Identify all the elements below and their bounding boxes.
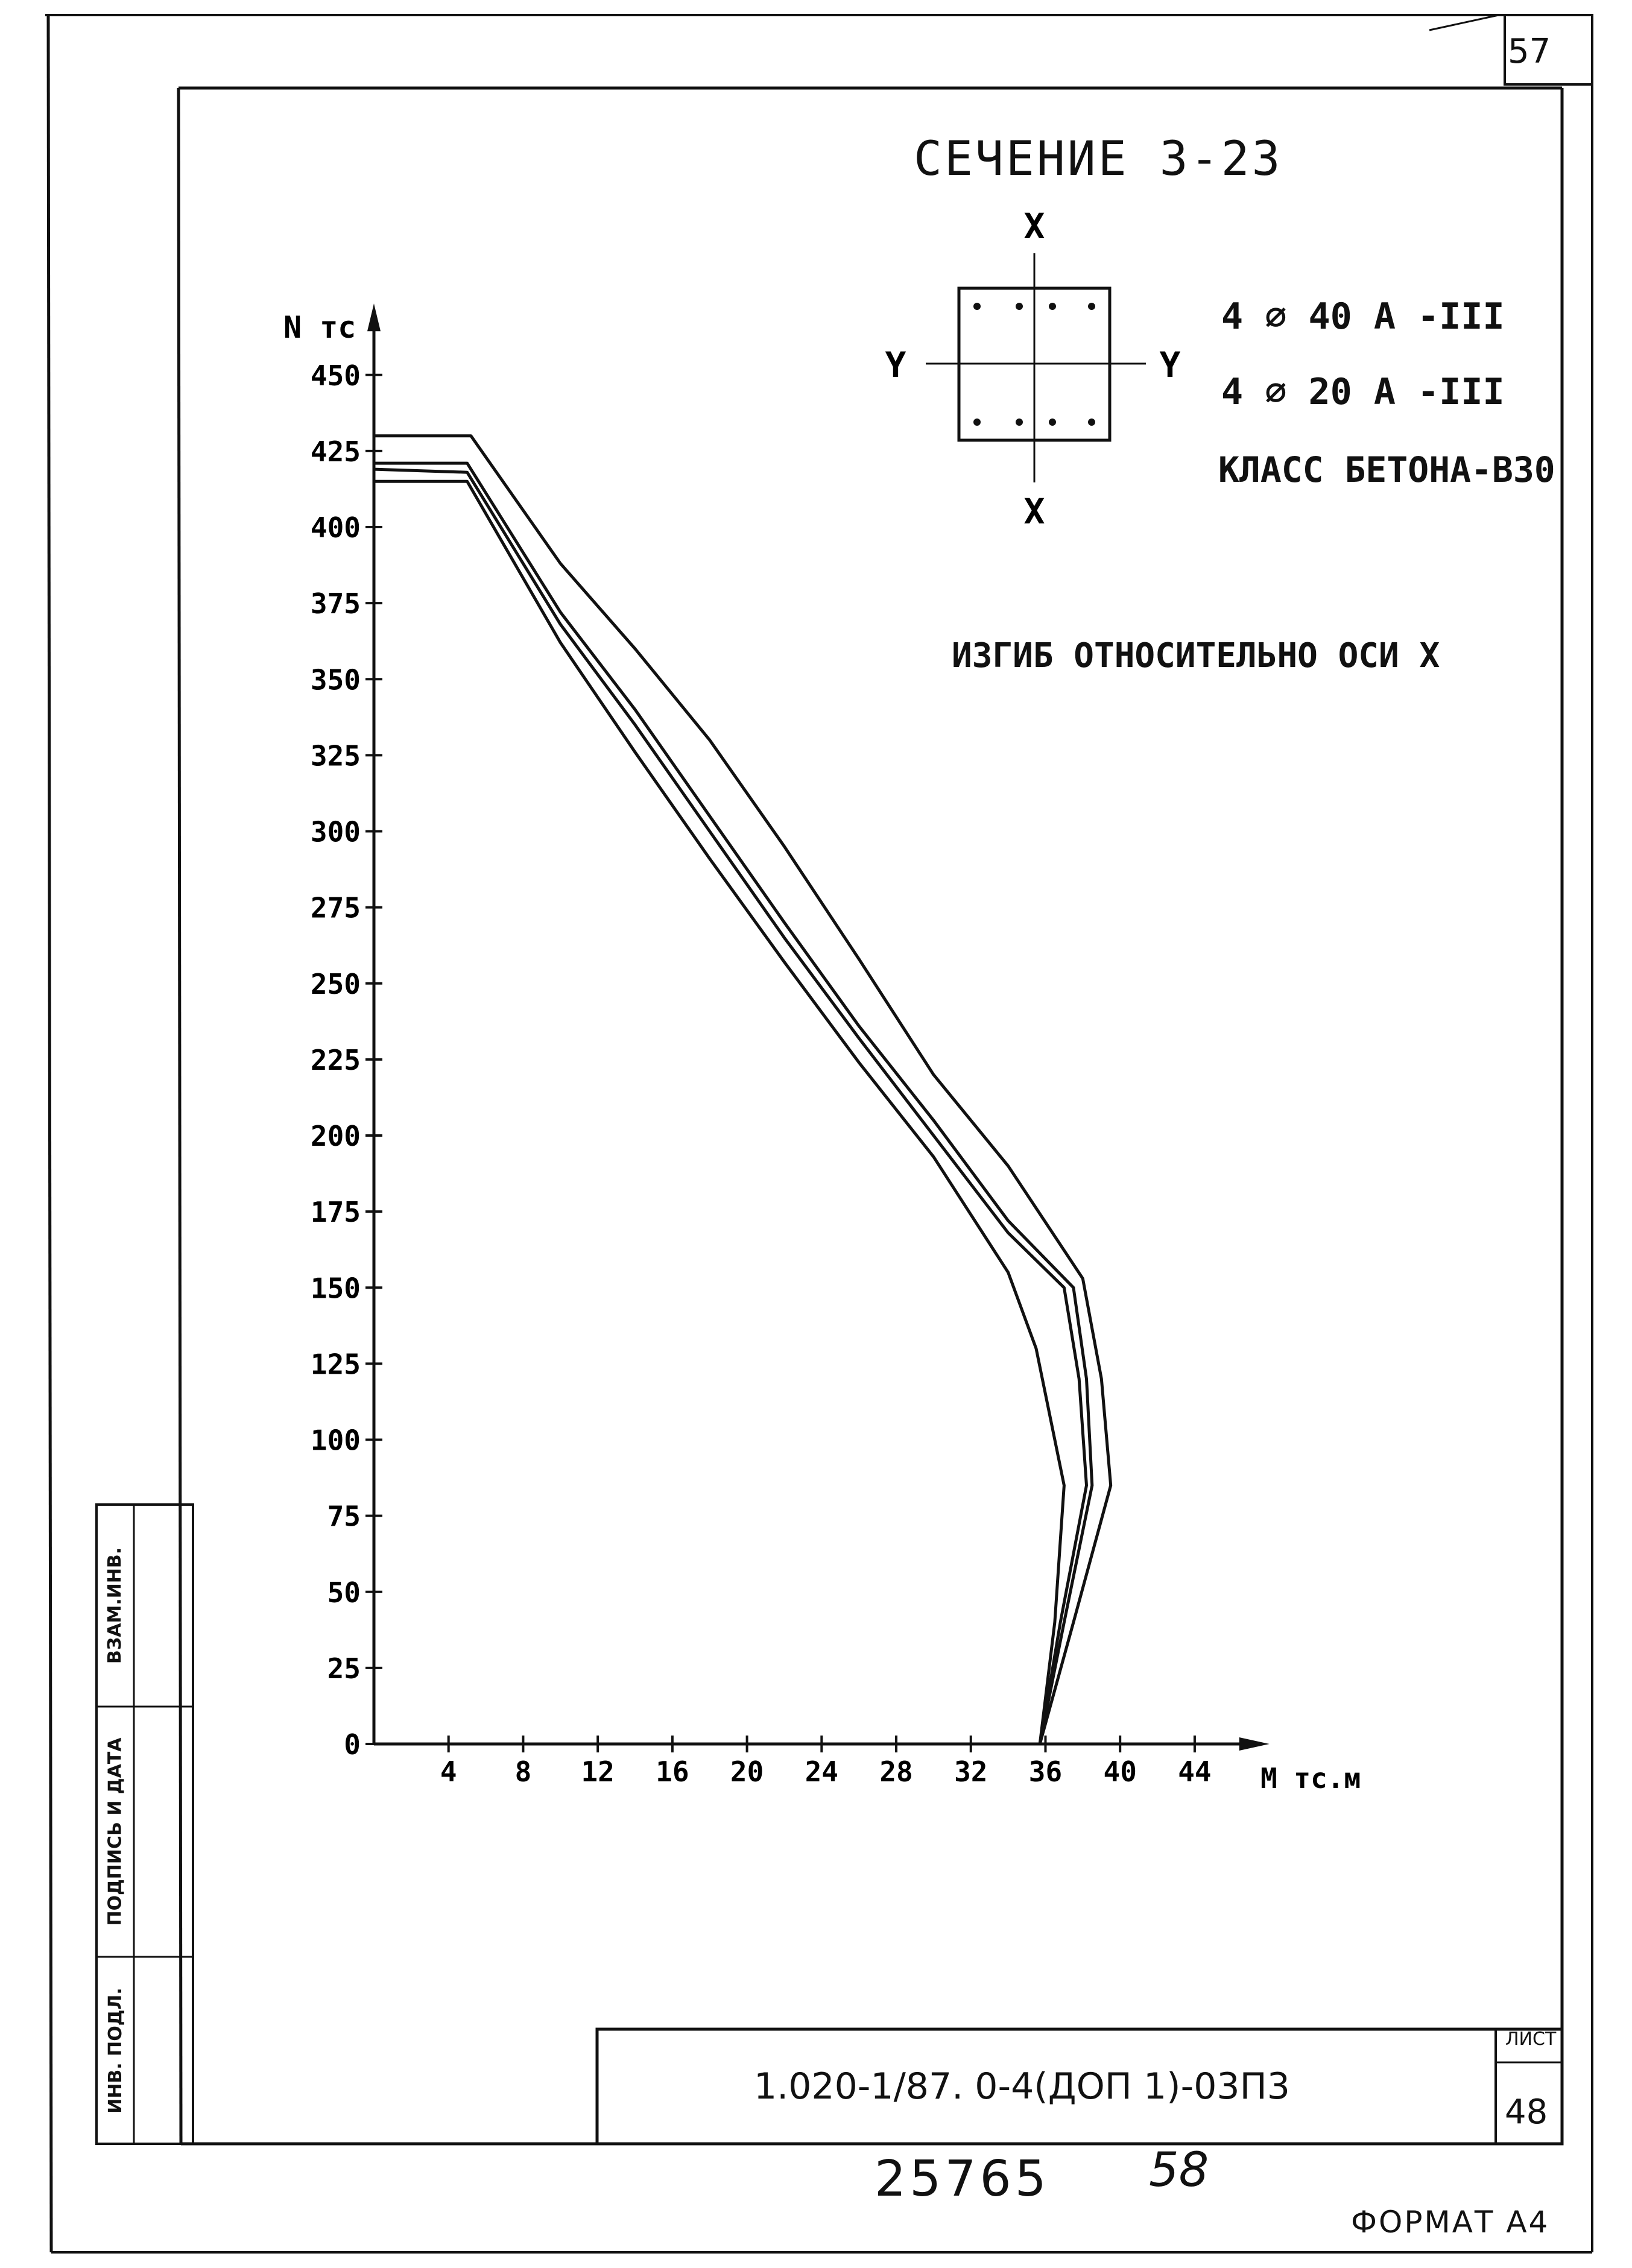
x-tick-label: 12 [581, 1755, 615, 1788]
corner-page-number: 57 [1508, 32, 1551, 71]
y-tick-label: 250 [310, 967, 361, 1000]
y-tick-label: 0 [344, 1728, 361, 1761]
x-tick-label: 28 [879, 1755, 913, 1788]
y-tick-label: 75 [327, 1500, 361, 1533]
archive-page-number: 58 [1149, 2143, 1209, 2197]
x-tick-label: 36 [1028, 1755, 1063, 1788]
y-axis-arrow [367, 303, 381, 331]
x-tick-label: 16 [656, 1755, 689, 1788]
paper-format: ФОРМАТ А4 [1351, 2205, 1550, 2240]
y-tick-label: 450 [310, 359, 361, 392]
y-tick-label: 425 [310, 435, 361, 468]
y-tick-label: 50 [327, 1576, 361, 1609]
y-tick-label: 300 [310, 815, 361, 848]
y-tick-label: 350 [310, 663, 361, 697]
y-tick-label: 150 [310, 1272, 361, 1305]
document-code: 1.020-1/87. 0-4(ДОП 1)-03П3 [754, 2065, 1290, 2108]
reinforcement-top-label: 4 ⌀ 40 А -III [1221, 295, 1505, 338]
x-tick-label: 8 [514, 1755, 532, 1788]
concrete-class-label: КЛАСС БЕТОНА-В30 [1218, 449, 1555, 490]
y-tick-label: 125 [310, 1348, 361, 1381]
chart-curves [374, 436, 1111, 1744]
y-tick-label: 275 [310, 891, 361, 924]
y-tick-label: 400 [310, 511, 361, 544]
stamp-inv-podl-label: ИНВ. ПОДЛ. [104, 1987, 126, 2114]
x-tick-label: 24 [805, 1755, 839, 1788]
x-axis-label: M тс.м [1260, 1762, 1361, 1795]
axis-y-right-label: Y [1159, 344, 1181, 385]
y-tick-label: 225 [310, 1043, 361, 1076]
sheet-number: 48 [1505, 2093, 1548, 2132]
x-tick-label: 20 [730, 1755, 764, 1788]
axis-x-top-label: X [1023, 206, 1045, 247]
x-tick-label: 32 [954, 1755, 988, 1788]
section-title: СЕЧЕНИЕ 3-23 [914, 132, 1283, 186]
bending-note: ИЗГИБ ОТНОСИТЕЛЬНО ОСИ Х [952, 636, 1440, 675]
x-tick-label: 44 [1178, 1755, 1212, 1788]
stamp-zam-inv [97, 1505, 133, 1707]
y-tick-label: 25 [327, 1652, 361, 1685]
reinforcement-mid-label: 4 ⌀ 20 А -III [1221, 371, 1505, 413]
sheet-label: ЛИСТ [1505, 2029, 1557, 2050]
axis-y-left-label: Y [885, 344, 906, 385]
y-tick-label: 375 [310, 587, 361, 621]
y-axis-ticks [311, 359, 382, 1761]
y-tick-label: 325 [310, 739, 361, 772]
interaction-curve-1 [374, 436, 1111, 1744]
stamp-zam-inv-label: ВЗАМ.ИНВ. [104, 1547, 126, 1664]
y-tick-label: 200 [310, 1120, 361, 1152]
y-tick-label: 100 [310, 1424, 361, 1457]
archive-number: 25765 [875, 2150, 1050, 2208]
x-tick-label: 4 [440, 1755, 457, 1788]
y-tick-label: 175 [310, 1196, 361, 1229]
stamp-inv-podl [97, 1957, 133, 2144]
x-axis-arrow [1239, 1737, 1270, 1751]
x-tick-label: 40 [1103, 1755, 1137, 1788]
stamp-sign-date-label: ПОДПИСЬ И ДАТА [104, 1737, 126, 1926]
stamp-sign-date [97, 1707, 133, 1957]
y-axis-label: N тс [283, 310, 356, 345]
axis-x-bottom-label: X [1023, 491, 1045, 532]
